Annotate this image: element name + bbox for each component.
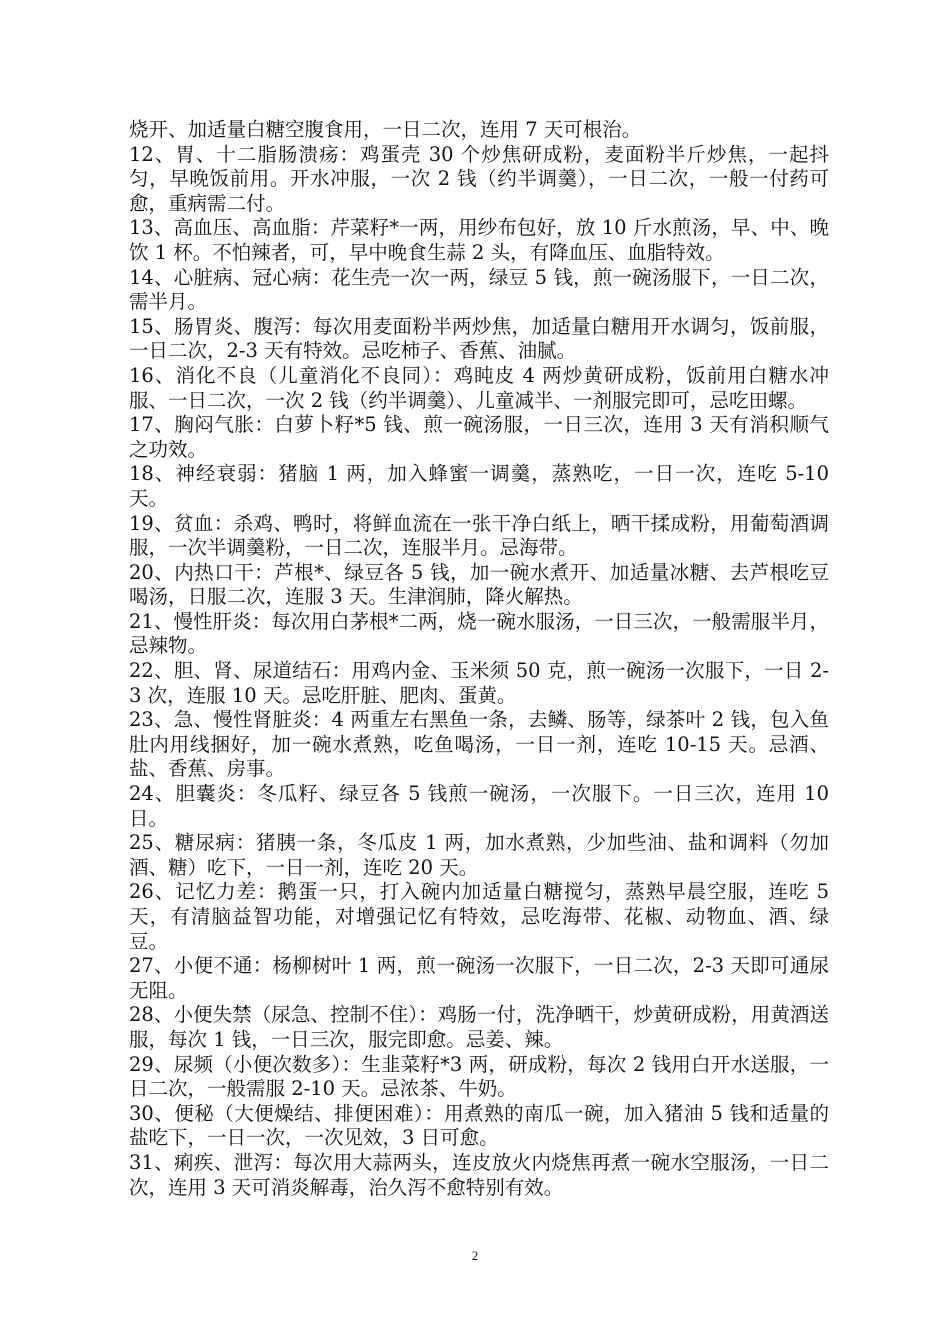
paragraph: 20、内热口干：芦根*、绿豆各 5 钱，加一碗水煮开、加适量冰糖、去芦根吃豆喝汤，日服二次，连服 3 天。生津润肺，降火解热。	[129, 560, 829, 609]
paragraph: 15、肠胃炎、腹泻：每次用麦面粉半两炒焦，加适量白糖用开水调匀，饭前服，一日二次，2-3 天有特效。忌吃柿子、香蕉、油腻。	[129, 314, 829, 363]
paragraph: 16、消化不良（儿童消化不良同）：鸡盹皮 4 两炒黄研成粉，饭前用白糖水冲服、一日二次，一次 2 钱（约半调羹）、儿童减半、一剂服完即可，忌吃田螺。	[129, 363, 829, 412]
paragraph: 29、尿频（小便次数多）：生韭菜籽*3 两，研成粉，每次 2 钱用白开水送服，一日二次，一般需服 2-10 天。忌浓茶、牛奶。	[129, 1052, 829, 1101]
paragraph: 12、胃、十二脂肠溃疡：鸡蛋壳 30 个炒焦研成粉，麦面粉半斤炒焦，一起抖匀，早晚饭前用。开水冲服，一次 2 钱（约半调羹），一日二次，一般一付药可愈，重病需二付。	[129, 142, 829, 215]
paragraph: 24、胆囊炎：冬瓜籽、绿豆各 5 钱煎一碗汤，一次服下。一日三次，连用 10 日。	[129, 782, 829, 830]
paragraph: 18、神经衰弱：猪脑 1 两，加入蜂蜜一调羹，蒸熟吃，一日一次，连吃 5-10 天。	[129, 462, 829, 510]
paragraph: 21、慢性肝炎：每次用白茅根*二两，烧一碗水服汤，一日三次，一般需服半月，忌辣物。	[129, 609, 829, 658]
paragraph: 13、高血压、高血脂：芹菜籽*一两，用纱布包好，放 10 斤水煎汤，早、中、晚饮 1 杯。不怕辣者，可，早中晚食生蒜 2 头，有降血压、血脂特效。	[129, 216, 829, 264]
paragraph: 25、糖尿病：猪胰一条，冬瓜皮 1 两，加水煮熟，少加些油、盐和调料（勿加酒、糖）吃下，一日一剂，连吃 20 天。	[129, 831, 829, 879]
document-body	[129, 118, 829, 1200]
paragraph: 30、便秘（大便燥结、排便困难）：用煮熟的南瓜一碗，加入猪油 5 钱和适量的盐吃下，一日一次，一次见效，3 日可愈。	[129, 1101, 829, 1150]
paragraph: 27、小便不通：杨柳树叶 1 两，煎一碗汤一次服下，一日二次，2-3 天即可通尿无阻。	[129, 954, 829, 1002]
paragraph: 14、心脏病、冠心病：花生壳一次一两，绿豆 5 钱，煎一碗汤服下，一日二次，需半月。	[129, 265, 829, 314]
paragraph: 31、痢疾、泄泻：每次用大蒜两头，连皮放火内烧焦再煮一碗水空服汤，一日二次，连用 3 天可消炎解毒，治久泻不愈特别有效。	[129, 1150, 829, 1199]
paragraph: 26、记忆力差：鹅蛋一只，打入碗内加适量白糖搅匀，蒸熟早晨空服，连吃 5 天，有清脑益智功能，对增强记忆有特效，忌吃海带、花椒、动物血、酒、绿豆。	[129, 880, 829, 953]
paragraph: 28、小便失禁（尿急、控制不住）：鸡肠一付，洗净晒干，炒黄研成粉，用黄酒送服，每次 1 钱，一日三次，服完即愈。忌姜、辣。	[129, 1003, 829, 1051]
paragraph: 22、胆、肾、尿道结石：用鸡内金、玉米须 50 克，煎一碗汤一次服下，一日 2-3 次，连服 10 天。忌吃肝脏、肥肉、蛋黄。	[129, 659, 829, 707]
paragraph: 19、贫血：杀鸡、鸭时，将鲜血流在一张干净白纸上，晒干揉成粉，用葡萄酒调服，一次半调羹粉，一日二次，连服半月。忌海带。	[129, 511, 829, 560]
paragraph: 23、急、慢性肾脏炎：4 两重左右黑鱼一条，去鳞、肠等，绿茶叶 2 钱，包入鱼肚内用线捆好，加一碗水煮熟，吃鱼喝汤，一日一剂，连吃 10-15 天。忌酒、盐、香蕉、房事。	[129, 708, 829, 781]
paragraph: 烧开、加适量白糖空腹食用，一日二次，连用 7 天可根治。	[129, 118, 642, 141]
paragraph: 17、胸闷气胀：白萝卜籽*5 钱、煎一碗汤服，一日三次，连用 3 天有消积顺气之功效。	[129, 413, 829, 461]
page-number: 2	[471, 1248, 479, 1263]
